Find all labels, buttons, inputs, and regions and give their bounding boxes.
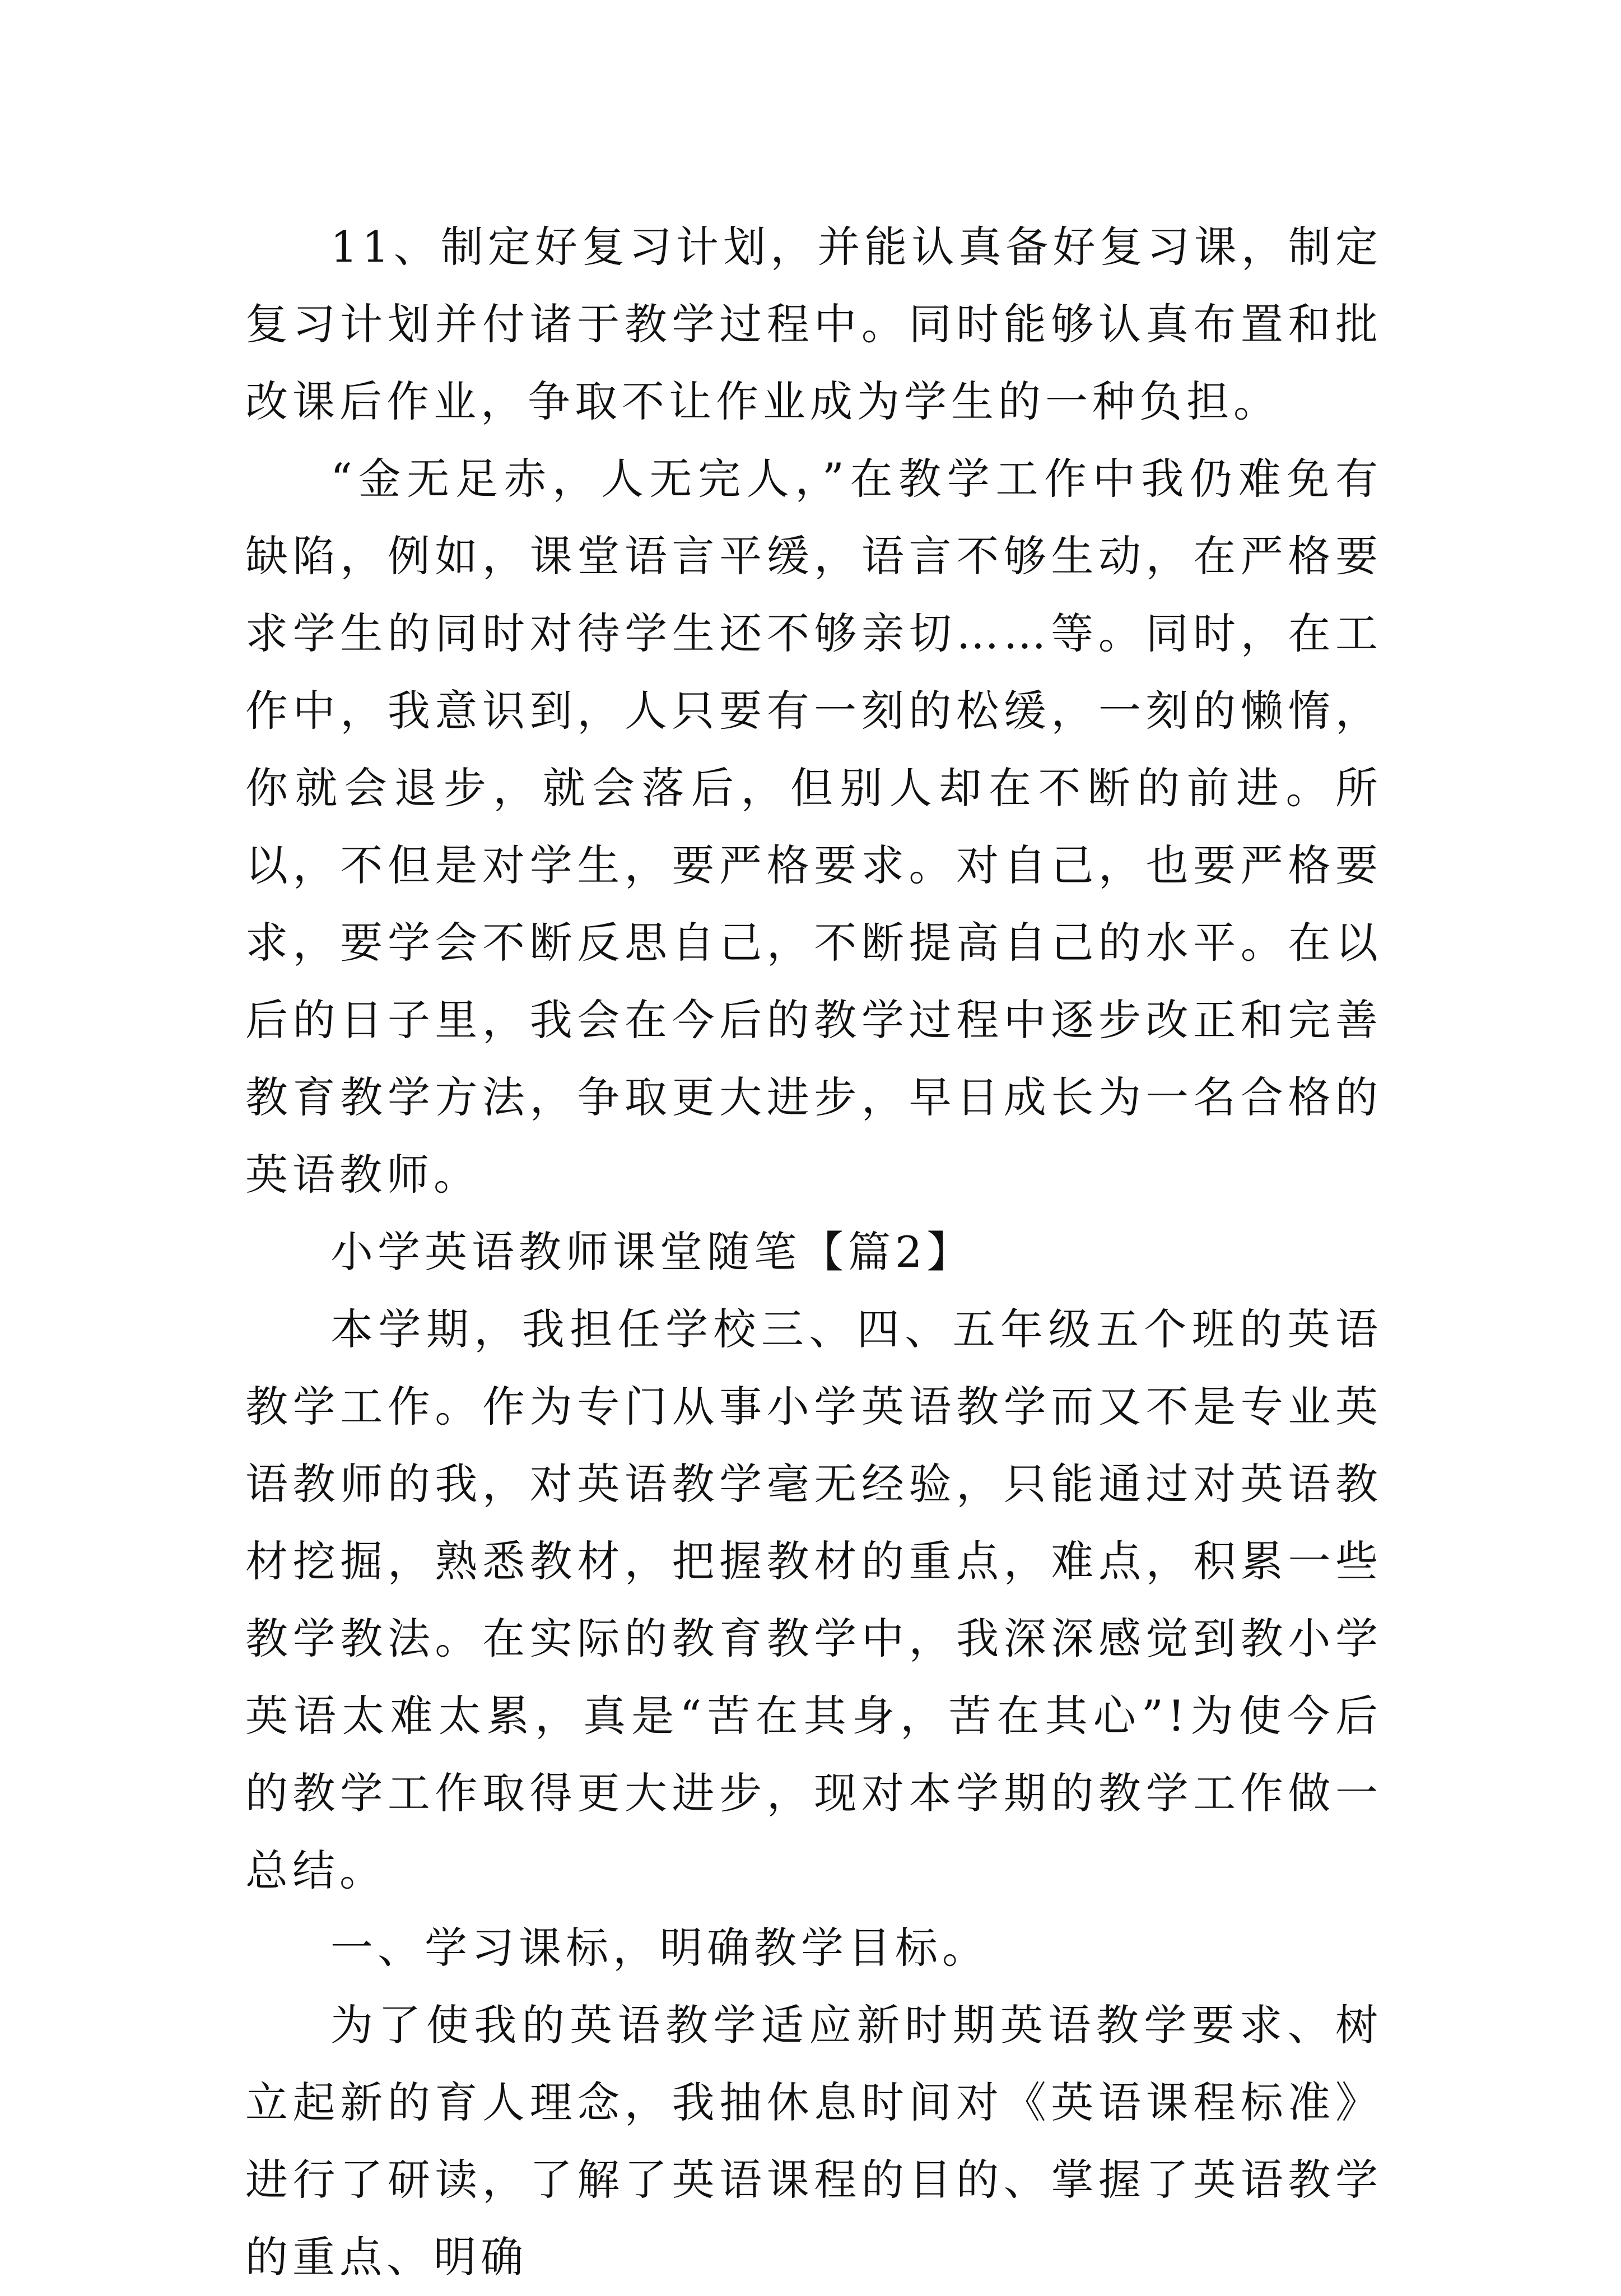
section-heading-part-2: 小学英语教师课堂随笔【篇2】 — [330, 1227, 974, 1277]
paragraph-self-reflection: “金无足赤，人无完人，”在教学工作中我仍难免有缺陷，例如，课堂语言平缓，语言不够生动，在严格要求学生的同时对待学生还不够亲切……等。同时，在工作中，我意识到，人只要有一刻的松缓，一刻的懒惰，你就会退步，就会落后，但别人却在不断的前进。所以，不但是对学生，要严格要求。对自己，也要严格要求，要学会不断反思自己，不断提高自己的水平。在以后的日子里，我会在今后的教学过程中逐步改正和完善教育教学方法，争取更大进步，早日成长为一名合格的英语教师。 — [245, 454, 1382, 1200]
document-body — [245, 208, 1382, 2296]
paragraph-review-plan: 11、制定好复习计划，并能认真备好复习课，制定复习计划并付诸于教学过程中。同时能够认真布置和批改课后作业，争取不让作业成为学生的一种负担。 — [245, 222, 1382, 426]
paragraph-curriculum-study: 为了使我的英语教学适应新时期英语教学要求、树立起新的育人理念，我抽休息时间对《英语课程标准》进行了研读，了解了英语课程的目的、掌握了英语教学的重点、明确 — [245, 2000, 1382, 2282]
paragraph-semester-intro: 本学期，我担任学校三、四、五年级五个班的英语教学工作。作为专门从事小学英语教学而又不是专业英语教师的我，对英语教学毫无经验，只能通过对英语教材挖掘，熟悉教材，把握教材的重点，难点，积累一些教学教法。在实际的教育教学中，我深深感觉到教小学英语太难太累，真是“苦在其身，苦在其心”!为使今后的教学工作取得更大进步，现对本学期的教学工作做一总结。 — [245, 1304, 1382, 1895]
subheading-study-curriculum: 一、学习课标，明确教学目标。 — [330, 1923, 989, 1973]
